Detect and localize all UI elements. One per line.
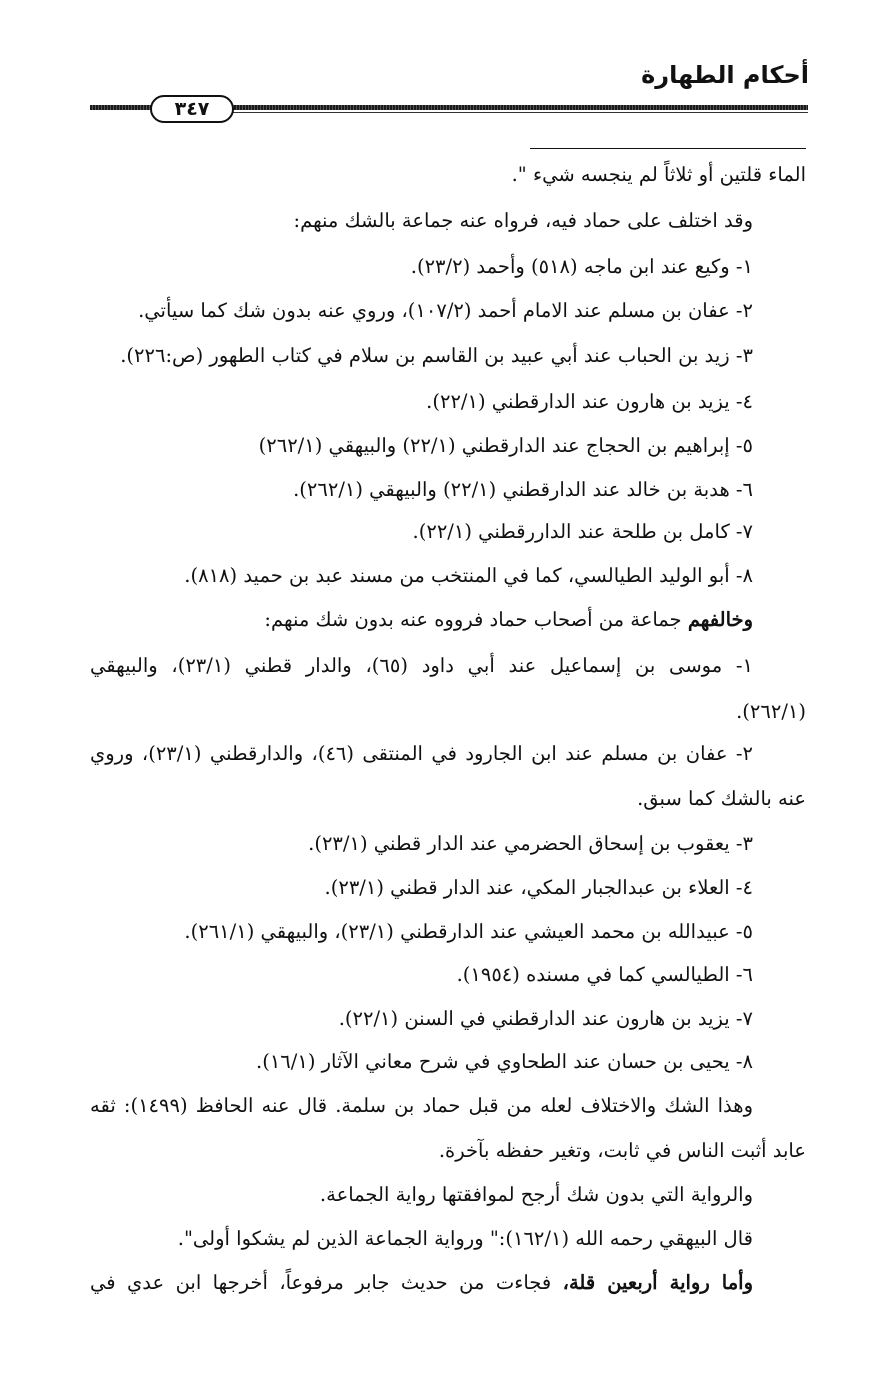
list-item: ١- موسى بن إسماعيل عند أبي داود (٦٥)، والدار قطني (٢٣/١)، والبيهقي	[90, 654, 753, 677]
header-rule	[90, 95, 808, 121]
list-item: ٥- عبيدالله بن محمد العيشي عند الدارقطني (٢٣/١)، والبيهقي (٢٦١/١).	[184, 920, 753, 943]
text-line: عنه بالشك كما سبق.	[637, 787, 806, 810]
text-line	[264, 605, 753, 635]
text-line: والرواية التي بدون شك أرجح لموافقتها رواية الجماعة.	[319, 1183, 753, 1206]
list-item: ٣- يعقوب بن إسحاق الحضرمي عند الدار قطني (٢٣/١).	[308, 832, 753, 855]
text-line: وقد اختلف على حماد فيه، فرواه عنه جماعة بالشك منهم:	[293, 209, 753, 232]
text-line: عابد أثبت الناس في ثابت، وتغير حفظه بآخرة.	[438, 1139, 806, 1162]
list-item: ٦- الطيالسي كما في مسنده (١٩٥٤).	[456, 963, 753, 986]
list-item: ٣- زيد بن الحباب عند أبي عبيد بن القاسم بن سلام في كتاب الطهور (ص:٢٢٦).	[120, 344, 753, 367]
running-title: أحكام الطهارة	[641, 61, 809, 89]
bold-lead: وخالفهم	[687, 608, 753, 631]
text-line: قال البيهقي رحمه الله (١٦٢/١):" ورواية الجماعة الذين لم يشكوا أولى".	[177, 1227, 753, 1250]
list-item: ٢- عفان بن مسلم عند ابن الجارود في المنتقى (٤٦)، والدارقطني (٢٣/١)، وروي	[90, 742, 753, 765]
list-item: ٦- هدبة بن خالد عند الدارقطني (٢٢/١) والبيهقي (٢٦٢/١).	[293, 478, 753, 501]
list-item: ٤- العلاء بن عبدالجبار المكي، عند الدار قطني (٢٣/١).	[324, 876, 753, 899]
text-line: وهذا الشك والاختلاف لعله من قبل حماد بن سلمة. قال عنه الحافظ (١٤٩٩): ثقه	[90, 1094, 753, 1117]
header-rule-thin	[230, 112, 808, 113]
list-item: ٨- يحيى بن حسان عند الطحاوي في شرح معاني الآثار (١٦/١).	[256, 1050, 753, 1073]
list-item: ١- وكيع عند ابن ماجه (٥١٨) وأحمد (٢٣/٢).	[410, 255, 753, 278]
list-item: ٢- عفان بن مسلم عند الامام أحمد (١٠٧/٢)، وروي عنه بدون شك كما سيأتي.	[138, 299, 753, 322]
list-item: ٨- أبو الوليد الطيالسي، كما في المنتخب من مسند عبد بن حميد (٨١٨).	[184, 564, 753, 587]
list-item: ٥- إبراهيم بن الحجاج عند الدارقطني (٢٢/١) والبيهقي (٢٦٢/١)	[258, 434, 753, 457]
footnote-separator	[530, 148, 806, 149]
text-line: (٢٦٢/١).	[736, 700, 806, 723]
list-item: ٧- يزيد بن هارون عند الدارقطني في السنن (٢٢/١).	[338, 1007, 753, 1030]
page-number: ٣٤٧	[150, 95, 234, 123]
text-run: جماعة من أصحاب حماد فرووه عنه بدون شك منهم:	[264, 608, 688, 631]
text-run: فجاءت من حديث جابر مرفوعاً، أخرجها ابن عدي في	[90, 1271, 563, 1294]
list-item: ٤- يزيد بن هارون عند الدارقطني (٢٢/١).	[426, 390, 753, 413]
list-item: ٧- كامل بن طلحة عند الداررقطني (٢٢/١).	[412, 520, 753, 543]
bold-lead: وأما رواية أربعين قلة،	[562, 1271, 753, 1294]
text-line: الماء قلتين أو ثلاثاً لم ينجسه شيء ".	[511, 163, 806, 186]
text-line	[90, 1268, 753, 1298]
